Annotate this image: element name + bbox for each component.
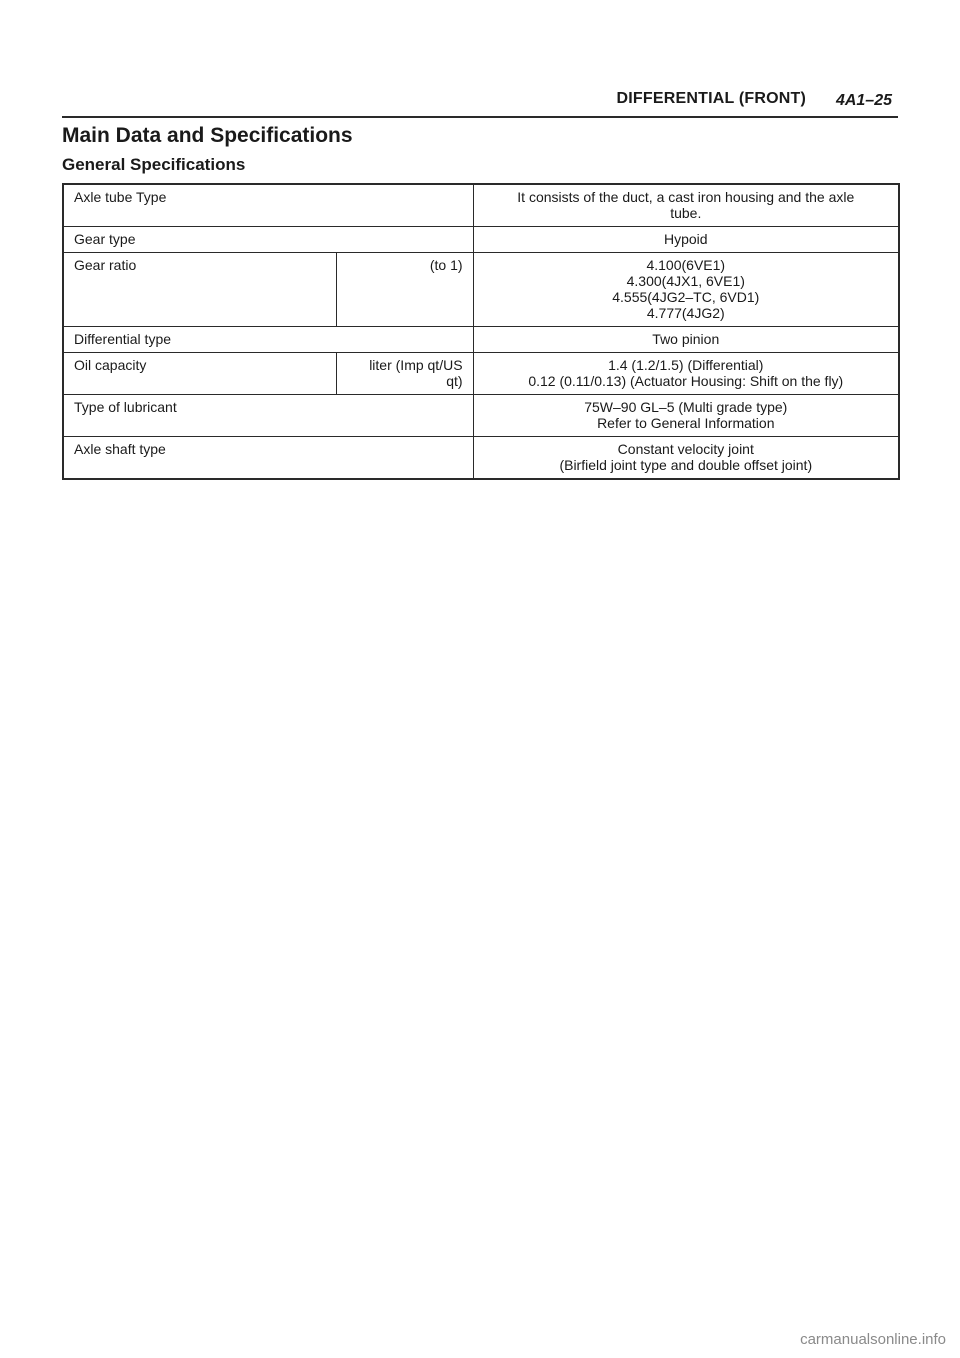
general-specifications-table — [62, 183, 900, 480]
spec-value: Constant velocity joint (Birfield joint type and double offset joint) — [473, 437, 899, 480]
spec-label: Gear ratio — [63, 253, 336, 327]
table-row — [63, 327, 899, 353]
section-title: DIFFERENTIAL (FRONT) — [616, 90, 806, 107]
spec-unit: liter (Imp qt/US qt) — [336, 353, 473, 395]
table-row — [63, 395, 899, 437]
table-row — [63, 253, 899, 327]
spec-label: Axle shaft type — [63, 437, 473, 480]
spec-unit: (to 1) — [336, 253, 473, 327]
spec-value: Two pinion — [473, 327, 899, 353]
spec-label: Type of lubricant — [63, 395, 473, 437]
spec-label: Axle tube Type — [63, 184, 473, 227]
watermark-text: carmanualsonline.info — [800, 1331, 946, 1348]
spec-label: Differential type — [63, 327, 473, 353]
table-row — [63, 437, 899, 480]
section-subtitle: General Specifications — [62, 155, 246, 174]
table-row — [63, 353, 899, 395]
page-number: 4A1–25 — [835, 92, 892, 109]
spec-label: Oil capacity — [63, 353, 336, 395]
spec-value: 4.100(6VE1) 4.300(4JX1, 6VE1) 4.555(4JG2–TC, 6VD1) 4.777(4JG2) — [473, 253, 899, 327]
spec-label: Gear type — [63, 227, 473, 253]
page-header — [62, 86, 898, 118]
table-row — [63, 184, 899, 227]
spec-value: It consists of the duct, a cast iron housing and the axle tube. — [473, 184, 899, 227]
spec-value: 1.4 (1.2/1.5) (Differential) 0.12 (0.11/0.13) (Actuator Housing: Shift on the fly) — [473, 353, 899, 395]
table-row — [63, 227, 899, 253]
spec-value: 75W–90 GL–5 (Multi grade type) Refer to General Information — [473, 395, 899, 437]
spec-value: Hypoid — [473, 227, 899, 253]
page-title: Main Data and Specifications — [62, 124, 353, 147]
